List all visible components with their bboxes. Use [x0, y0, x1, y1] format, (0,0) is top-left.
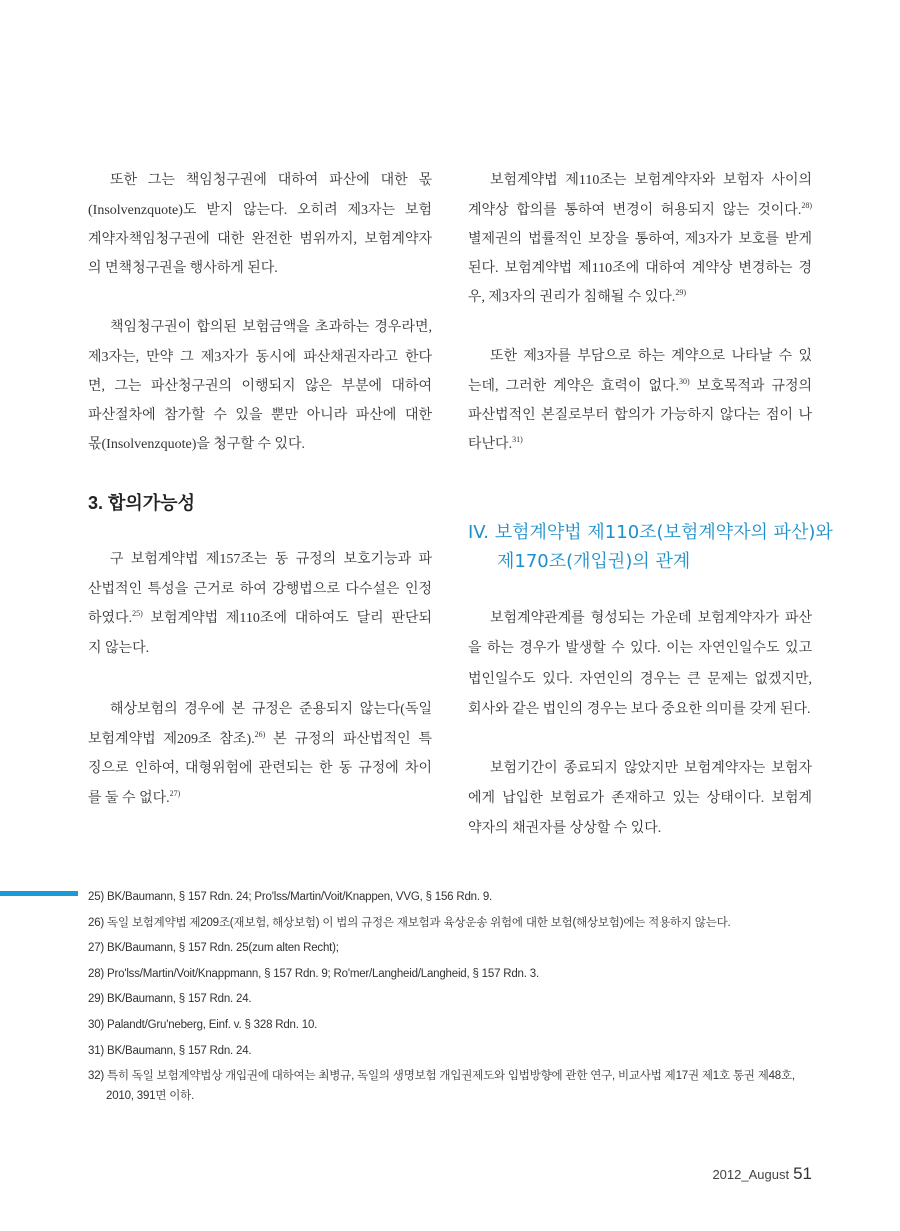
line-text: 계약상 합의를 통하여 변경이 허용되지 않는 것이다. [468, 202, 802, 218]
footnote-ref: 30) [679, 376, 690, 386]
footnote [88, 1015, 812, 1035]
footnote [88, 1041, 812, 1061]
footnote-number: 32) [88, 1070, 105, 1083]
text-line: 의 면책청구권을 행사하게 된다. [88, 260, 278, 276]
text-line: 보험기간이 종료되지 않았지만 보험계약자는 보험자 [490, 761, 812, 777]
text-line [88, 604, 432, 634]
footnote-ref: 27) [169, 788, 181, 798]
footnote [88, 913, 812, 933]
line-text: 보험계약법 제209조 참조). [88, 731, 255, 747]
chapter-heading-line: IV. 보험계약법 제110조(보험계약자의 파산)와 [468, 521, 833, 543]
text-line: 에게 납입한 보험료가 존재하고 있는 상태이다. 보험계 [468, 791, 812, 807]
text-line: 지 않는다. [88, 640, 150, 656]
body-paragraph [88, 545, 432, 663]
text-line [468, 372, 812, 401]
section-heading: 3. 합의가능성 [88, 493, 195, 513]
chapter-heading-line: 제170조(개입권)의 관계 [497, 550, 691, 572]
line-text: 타난다. [468, 436, 513, 452]
text-line: 을 하는 경우가 발생할 수 있다. 이는 자연인일수도 있고 [468, 641, 812, 657]
footnote [88, 887, 812, 907]
footnote-number: 30) [88, 1018, 105, 1031]
text-line: 파산법적인 본질로부터 합의가 가능하지 않다는 점이 나 [468, 407, 812, 423]
footnote-text: Palandt/Gru'neberg, Einf. v. § 328 Rdn. 10. [107, 1018, 318, 1031]
text-line: 징으로 인하여, 대형위험에 관련되는 한 동 규정에 차이 [88, 761, 432, 777]
body-paragraph [468, 754, 812, 844]
footnote [88, 989, 812, 1009]
body-paragraph [88, 166, 432, 283]
text-line: 보험계약관계를 형성되는 가운데 보험계약자가 파산 [490, 611, 812, 627]
text-line: 제3자는, 만약 그 제3자가 동시에 파산채권자라고 한다 [88, 349, 432, 365]
body-paragraph [88, 313, 432, 459]
text-line: (Insolvenzquote)도 받지 않는다. 오히려 제3자는 보험 [88, 202, 432, 218]
footnote-number: 29) [88, 993, 105, 1006]
text-line: 또한 제3자를 부담으로 하는 계약으로 나타날 수 있 [490, 349, 812, 365]
footnote-text: BK/Baumann, § 157 Rdn. 24. [107, 1044, 252, 1057]
text-line: 몫(Insolvenzquote)을 청구할 수 있다. [88, 437, 306, 453]
footnotes [88, 887, 812, 1112]
footnote [88, 1066, 812, 1106]
text-line: 책임청구권이 합의된 보험금액을 초과하는 경우라면, [110, 320, 432, 336]
footnote-accent-bar [0, 891, 78, 896]
footnote-text: BK/Baumann, § 157 Rdn. 24; Pro'lss/Martin/Voit/Knappen, VVG, § 156 Rdn. 9. [107, 891, 493, 903]
footnote-number: 28) [88, 967, 105, 980]
text-line [468, 196, 812, 225]
text-line: 또한 그는 책임청구권에 대하여 파산에 대한 몫 [110, 173, 432, 189]
text-line: 약자의 채권자를 상상할 수 있다. [468, 821, 662, 837]
footnote-continuation: 2010, 391면 이하. [106, 1090, 195, 1103]
footnote-ref: 26) [254, 729, 266, 739]
footnote [88, 964, 812, 984]
text-line: 해상보험의 경우에 본 규정은 준용되지 않는다(독일 [110, 702, 432, 718]
text-line [468, 430, 812, 459]
issue-label: 2012_August [712, 1167, 790, 1182]
line-text: 하였다. [88, 611, 133, 627]
footnote-number: 27) [88, 942, 105, 955]
text-line: 구 보험계약법 제157조는 동 규정의 보호기능과 파 [110, 552, 432, 568]
footnote-number: 31) [88, 1044, 105, 1057]
text-line [88, 725, 432, 754]
footnote-number: 26) [88, 916, 105, 929]
chapter-heading [468, 518, 833, 576]
page-footer [712, 1164, 812, 1184]
footnote-ref: 29) [675, 288, 686, 298]
body-paragraph [468, 342, 812, 459]
line-text: 를 둘 수 없다. [88, 790, 170, 806]
text-line: 된다. 보험계약법 제110조에 대하여 계약상 변경하는 경 [468, 260, 812, 276]
text-line: 면, 그는 파산청구권의 이행되지 않은 부분에 대하여 [88, 378, 432, 394]
footnote-text: BK/Baumann, § 157 Rdn. 25(zum alten Recht); [107, 942, 339, 955]
page-number: 51 [793, 1164, 812, 1183]
text-line: 회사와 같은 법인의 경우는 보다 중요한 의미를 갖게 된다. [468, 701, 811, 717]
body-paragraph [468, 166, 812, 312]
footnote-ref: 28) [801, 200, 812, 210]
line-text: 보호목적과 규정의 [689, 378, 812, 394]
footnote-ref: 25) [132, 609, 143, 619]
line-text: 본 규정의 파산법적인 특 [265, 731, 432, 747]
footnote-text: 독일 보험계약법 제209조(재보험, 해상보험) 이 법의 규정은 재보험과 육상운송 위험에 대한 보험(해상보험)에는 적용하지 않는다. [107, 916, 731, 929]
line-text: 보험계약법 제110조에 대하여도 달리 판단되 [142, 611, 432, 627]
line-text: 우, 제3자의 권리가 침해될 수 있다. [468, 290, 676, 306]
footnote-text: Pro'lss/Martin/Voit/Knappmann, § 157 Rdn. 9; Ro'mer/Langheid/Langheid, § 157 Rdn. 3. [107, 967, 539, 980]
text-line: 별제권의 법률적인 보장을 통하여, 제3자가 보호를 받게 [468, 231, 812, 247]
body-paragraph [88, 695, 432, 813]
text-line [468, 283, 812, 312]
footnote-ref: 31) [512, 434, 523, 444]
text-line: 법인일수도 있다. 자연인의 경우는 큰 문제는 없겠지만, [468, 671, 812, 687]
footnote-number: 25) [88, 891, 105, 903]
body-paragraph [468, 604, 812, 725]
text-line: 계약자책임청구권에 대한 완전한 범위까지, 보험계약자 [88, 231, 432, 247]
text-line: 보험계약법 제110조는 보험계약자와 보험자 사이의 [490, 173, 812, 189]
line-text: 는데, 그러한 계약은 효력이 없다. [468, 378, 680, 394]
footnote-text: BK/Baumann, § 157 Rdn. 24. [107, 993, 252, 1006]
text-line: 산법적인 특성을 근거로 하여 강행법으로 다수설은 인정 [88, 581, 432, 597]
text-line [88, 784, 432, 813]
footnote-text: 특히 독일 보험계약법상 개입권에 대하여는 최병규, 독일의 생명보험 개입권제도와 입법방향에 관한 연구, 비교사법 제17권 제1호 통권 제48호, [107, 1070, 795, 1083]
footnote [88, 938, 812, 958]
text-line: 파산절차에 참가할 수 있을 뿐만 아니라 파산에 대한 [88, 407, 432, 423]
